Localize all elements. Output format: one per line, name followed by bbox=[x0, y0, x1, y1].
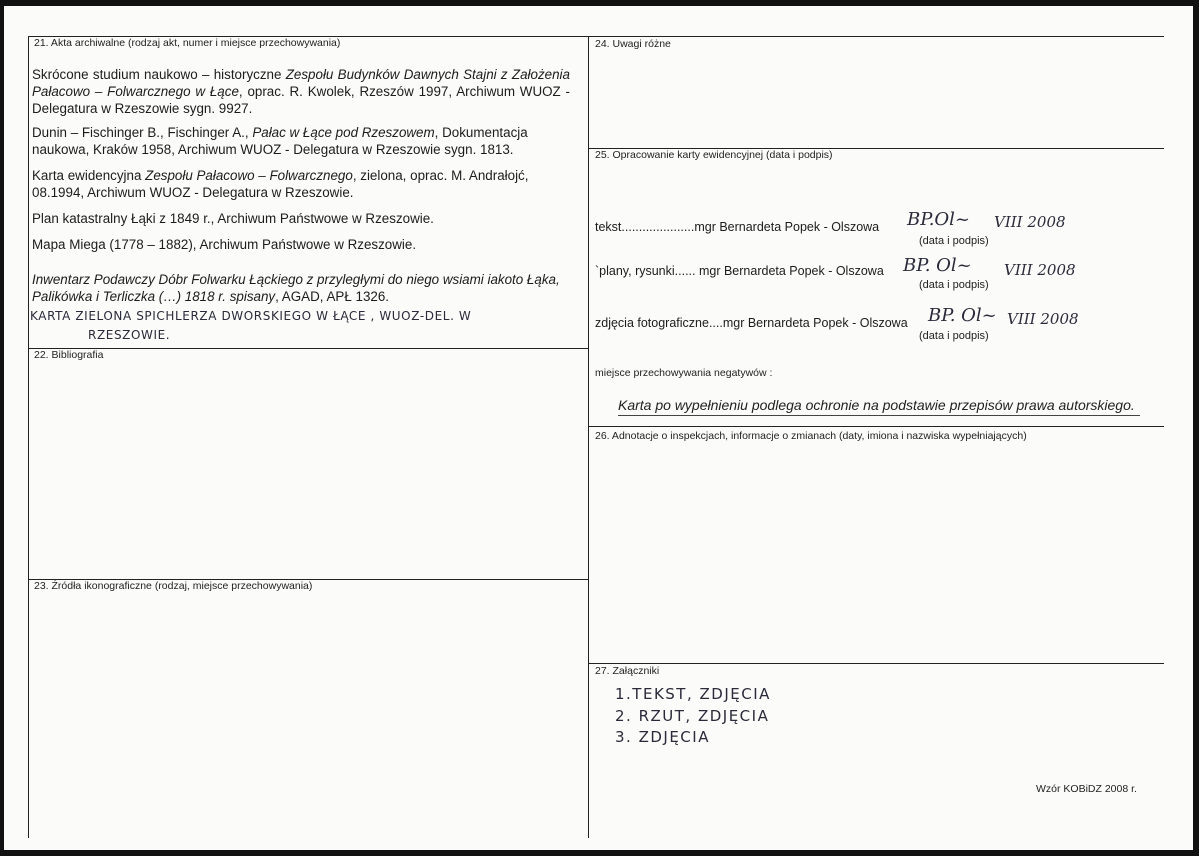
signature-date: VIII 2008 bbox=[994, 213, 1066, 231]
copyright-notice bbox=[618, 397, 1138, 413]
section-25-label: 25. Opracowanie karty ewidencyjnej (data i podpis) bbox=[595, 149, 833, 161]
date-signature-caption: (data i podpis) bbox=[919, 279, 989, 291]
signature: BP. Ol~ bbox=[903, 255, 972, 276]
notice-underline bbox=[618, 415, 1140, 416]
signature: BP.Ol~ bbox=[907, 209, 971, 230]
signature-date: VIII 2008 bbox=[1004, 261, 1076, 279]
left-border bbox=[28, 36, 29, 838]
column-divider bbox=[588, 36, 589, 838]
attachment-item-1: 1.TEKST, ZDJĘCIA bbox=[615, 685, 771, 703]
section-26-label: 26. Adnotacje o inspekcjach, informacje o zmianach (daty, imiona i nazwiska wypełniających) bbox=[595, 430, 1027, 442]
archive-entry-3: Karta ewidencyjna Zespołu Pałacowo – Folwarcznego, zielona, oprac. M. Andrałojć, 08.1994, Archiwum WUOZ - Delegatura w Rzeszowie. bbox=[32, 168, 529, 200]
copyright-notice-text: Karta po wypełnieniu podlega ochronie na podstawie przepisów prawa autorskiego. bbox=[618, 397, 1135, 413]
signature: BP. Ol~ bbox=[928, 305, 997, 326]
preparer-row-label: zdjęcia fotograficzne....mgr Bernardeta Popek - Olszowa bbox=[595, 316, 908, 330]
date-signature-caption: (data i podpis) bbox=[919, 235, 989, 247]
archive-entry-4: Plan katastralny Łąki z 1849 r., Archiwum Państwowe w Rzeszowie. bbox=[32, 211, 434, 226]
attachment-item-2: 2. RZUT, ZDJĘCIA bbox=[615, 707, 770, 725]
attachment-item-3: 3. ZDJĘCIA bbox=[615, 728, 710, 746]
negatives-location-label: miejsce przechowywania negatywów : bbox=[595, 367, 773, 379]
preparer-row-label: tekst.....................mgr Bernardeta Popek - Olszowa bbox=[595, 220, 880, 234]
section-21-label: 21. Akta archiwalne (rodzaj akt, numer i miejsce przechowywania) bbox=[34, 37, 341, 49]
section-22-label: 22. Bibliografia bbox=[34, 349, 104, 361]
evidence-card-back-page bbox=[4, 6, 1193, 850]
archive-entry-2: Dunin – Fischinger B., Fischinger A., Pałac w Łące pod Rzeszowem, Dokumentacja naukowa, Kraków 1958, Archiwum WUOZ - Delegatura w Rzeszowie sygn. 1813. bbox=[32, 125, 528, 157]
rule-26 bbox=[588, 426, 1164, 427]
date-signature-caption: (data i podpis) bbox=[919, 330, 989, 342]
signature-date: VIII 2008 bbox=[1007, 310, 1079, 328]
section-24-label: 24. Uwagi różne bbox=[595, 38, 671, 50]
form-template-footer: Wzór KOBiDZ 2008 r. bbox=[1036, 783, 1137, 795]
rule-22 bbox=[28, 348, 588, 349]
section-27-label: 27. Załączniki bbox=[595, 665, 660, 677]
archive-entry-1: Skrócone studium naukowo – historyczne Zespołu Budynków Dawnych Stajni z Założenia Pałacowo – Folwarcznego w Łące, oprac. R. Kwolek, Rzeszów 1997, Archiwum WUOZ - Delegatura w Rzeszowie sygn. 9927. bbox=[32, 67, 570, 116]
section-23-label: 23. Źródła ikonograficzne (rodzaj, miejsce przechowywania) bbox=[34, 580, 313, 592]
rule-27 bbox=[588, 663, 1164, 664]
handwritten-note-line-2: RZESZOWIE. bbox=[88, 328, 171, 342]
preparer-row-label: `plany, rysunki...... mgr Bernardeta Popek - Olszowa bbox=[595, 264, 884, 278]
archive-entry-5: Mapa Miega (1778 – 1882), Archiwum Państwowe w Rzeszowie. bbox=[32, 237, 417, 252]
handwritten-note-line-1: KARTA ZIELONA SPICHLERZA DWORSKIEGO W ŁĄCE , WUOZ-DEL. W bbox=[30, 309, 472, 323]
archive-entry-6: Inwentarz Podawczy Dóbr Folwarku Łąckiego z przyległymi do niego wsiami iakoto Łąka, Palikówka i Terliczka (…) 1818 r. spisany, AGAD, APŁ 1326. bbox=[32, 272, 560, 304]
